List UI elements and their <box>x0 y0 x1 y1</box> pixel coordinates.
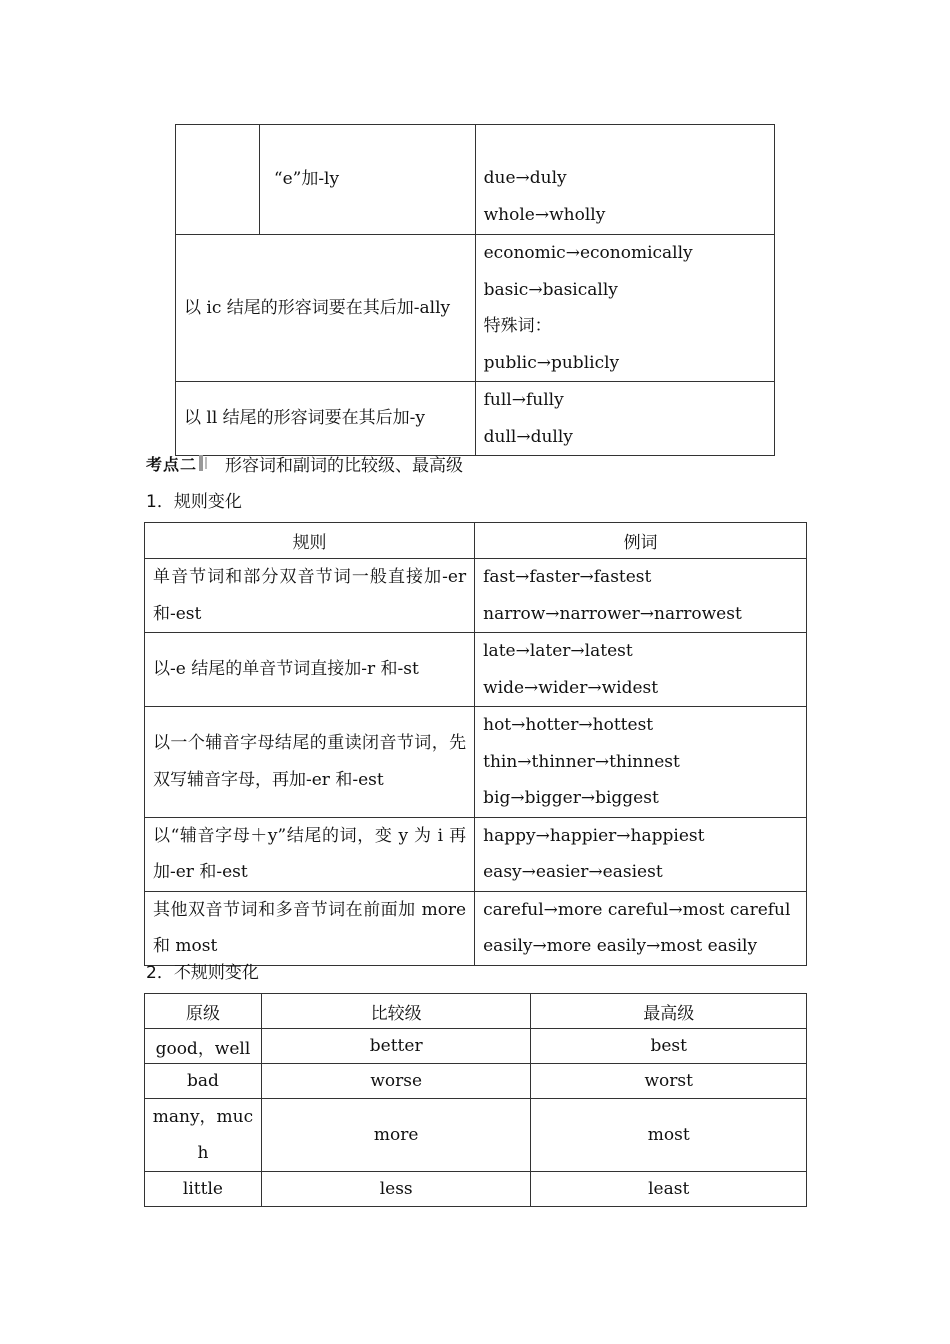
subheading-regular: 1．规则变化 <box>146 492 242 512</box>
example-line: dull→dully <box>483 426 573 447</box>
section-divider <box>199 455 203 471</box>
rule-cell: 以 ll 结尾的形容词要在其后加-y <box>176 382 476 456</box>
table-row <box>145 891 807 965</box>
example-line: public→publicly <box>483 352 620 373</box>
superlative-cell: least <box>531 1172 807 1207</box>
examples-cell <box>475 125 774 235</box>
regular-comparison-table <box>144 522 807 966</box>
irregular-comparison-table <box>144 993 807 1207</box>
table-header-row <box>145 523 807 559</box>
examples-cell <box>475 559 807 633</box>
example-line: wide→wider→widest <box>483 677 659 698</box>
superlative-cell: worst <box>531 1064 807 1099</box>
example-line: careful→more careful→most careful <box>483 899 791 920</box>
base-cell: bad <box>145 1064 262 1099</box>
comparative-cell: worse <box>261 1064 531 1099</box>
example-line: narrow→narrower→narrowest <box>483 603 742 624</box>
superlative-cell: best <box>531 1029 807 1064</box>
column-header-comparative: 比较级 <box>261 994 531 1029</box>
table-cell-empty <box>176 125 260 235</box>
rule-cell: 以“辅音字母＋y”结尾的词，变 y 为 i 再加-er 和-est <box>145 817 475 891</box>
table-row <box>176 382 775 456</box>
table-row <box>145 1099 807 1172</box>
comparative-cell: better <box>261 1029 531 1064</box>
column-header-example: 例词 <box>475 523 807 559</box>
rule-cell: 其他双音节词和多音节词在前面加 more 和 most <box>145 891 475 965</box>
example-line: easy→easier→easiest <box>483 862 663 882</box>
rule-cell: “e”加-ly <box>259 125 475 235</box>
examples-cell <box>475 817 807 891</box>
example-line: fast→faster→fastest <box>483 567 652 587</box>
superlative-cell: most <box>531 1099 807 1172</box>
section-header <box>146 450 463 476</box>
subheading-irregular: 2．不规则变化 <box>146 963 259 983</box>
example-line: big→bigger→biggest <box>483 788 659 808</box>
table-row <box>145 817 807 891</box>
example-line: full→fully <box>483 390 564 410</box>
adverb-formation-table <box>175 124 775 456</box>
example-line: 特殊词： <box>483 316 552 336</box>
rule-cell: 以一个辅音字母结尾的重读闭音节词，先双写辅音字母，再加-er 和-est <box>145 707 475 818</box>
rule-cell: 以 ic 结尾的形容词要在其后加-ally <box>176 235 476 382</box>
examples-cell <box>475 707 807 818</box>
table-row <box>145 1029 807 1064</box>
column-header-rule: 规则 <box>145 523 475 559</box>
example-line: easily→more easily→most easily <box>483 936 758 956</box>
example-line: happy→happier→happiest <box>483 825 705 846</box>
column-header-superlative: 最高级 <box>531 994 807 1029</box>
rule-cell: 单音节词和部分双音节词一般直接加-er 和-est <box>145 559 475 633</box>
comparative-cell: more <box>261 1099 531 1172</box>
base-cell: many，much <box>145 1099 262 1172</box>
table-row <box>145 1172 807 1207</box>
examples-cell <box>475 235 774 382</box>
example-line: hot→hotter→hottest <box>483 715 654 735</box>
rule-cell: 以-e 结尾的单音节词直接加-r 和-st <box>145 633 475 707</box>
examples-cell <box>475 382 774 456</box>
table-header-row <box>145 994 807 1029</box>
table-row <box>176 125 775 235</box>
examples-cell <box>475 633 807 707</box>
table-row <box>176 235 775 382</box>
example-line: due→duly <box>483 168 567 188</box>
example-line: basic→basically <box>483 279 618 300</box>
table-row <box>145 633 807 707</box>
section-tag: 考点二 <box>146 454 198 474</box>
comparative-cell: less <box>261 1172 531 1207</box>
column-header-base: 原级 <box>145 994 262 1029</box>
example-line: economic→economically <box>483 243 693 263</box>
section-divider <box>205 457 207 469</box>
example-line: thin→thinner→thinnest <box>483 751 680 772</box>
example-line: late→later→latest <box>483 641 633 661</box>
base-cell: good，well <box>145 1029 262 1064</box>
examples-cell <box>475 891 807 965</box>
table-row <box>145 707 807 818</box>
table-row <box>145 559 807 633</box>
table-row <box>145 1064 807 1099</box>
example-line: whole→wholly <box>483 204 606 225</box>
base-cell: little <box>145 1172 262 1207</box>
section-title: 形容词和副词的比较级、最高级 <box>225 455 464 476</box>
